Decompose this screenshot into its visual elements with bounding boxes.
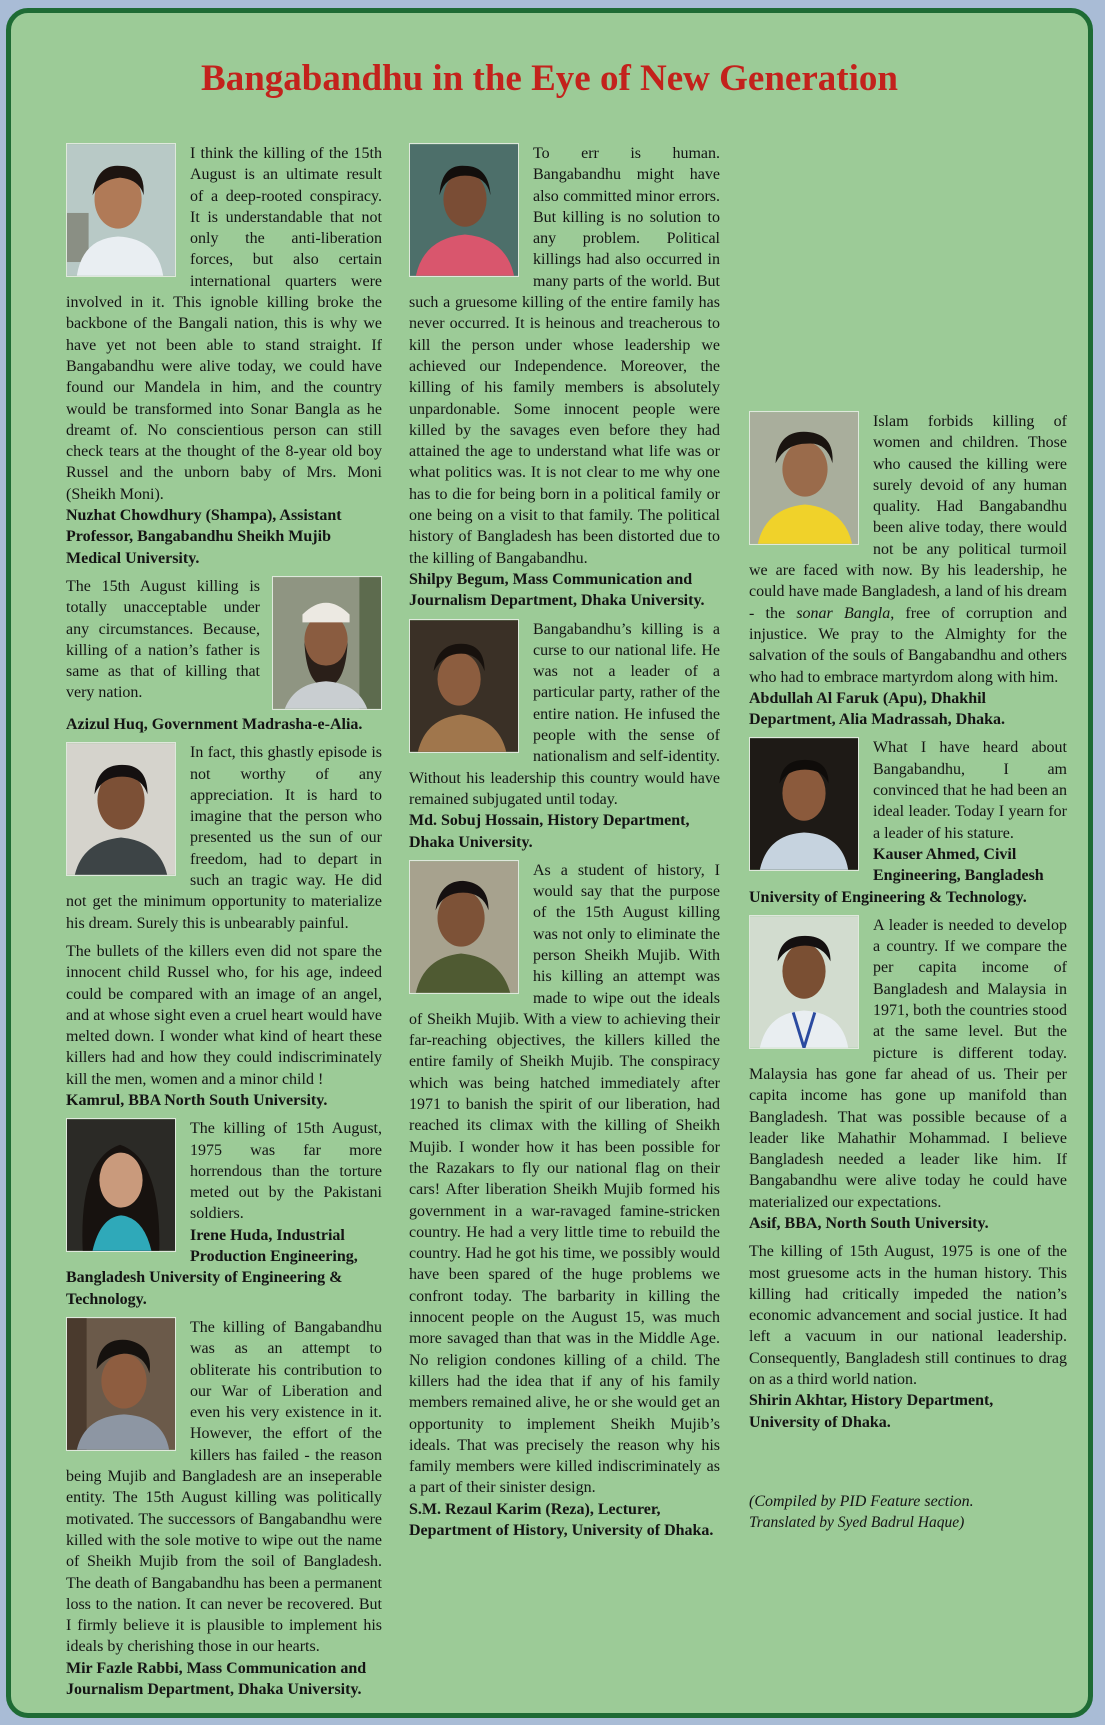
author-credit: Abdullah Al Faruk (Apu), Dhakhil Department, Alia Madrassah, Dhaka. (749, 689, 1006, 729)
author-credit: Md. Sobuj Hossain, History Department, Dhaka University. (409, 812, 690, 851)
quote-entry: A leader is needed to develop a country. If we compare the per capita income of Bangladesh and Malaysia in 1971, both the countries stood at the same level. But the picture is different today. Malaysia has gone far ahead of us. Their per capita income has gone up manifold than Bangladesh. That was possible because of a leader like Mahathir Mohammad. I believe Bangladesh needed a leader like him. If Bangabandhu were alive today he could have materialized our expectations. Asif, BBA, North South University. (749, 915, 1067, 1234)
author-credit: Shirin Akhtar, History Department, University of Dhaka. (749, 1392, 994, 1431)
portrait-photo (272, 576, 382, 710)
quote-entry: The bullets of the killers even did not spare the innocent child Russel who, for his age, indeed could be compared with an image of an angel, and at whose sight even a cruel heart would have melted down. I wonder what kind of heart these killers had and how they could indiscriminately kill the men, women and a minor child ! Kamrul, BBA North South University. (66, 941, 382, 1111)
quote-entry: The 15th August killing is totally unacceptable under any circumstances. Because, killing of a nation’s father is same as that of killing that very nation. Azizul Huq, Government Madrasha-e-Alia. (66, 576, 382, 735)
author-credit: Azizul Huq, Government Madrasha-e-Alia. (66, 715, 363, 733)
author-credit: Shilpy Begum, Mass Communication and Journalism Department, Dhaka University. (409, 570, 705, 610)
article-page (6, 8, 1093, 1718)
author-credit: Irene Huda, Industrial Production Engineering, Bangladesh University of Engineering & Technology. (66, 1226, 358, 1308)
quote-entry: In fact, this ghastly episode is not worthy of any appreciation. It is hard to imagine that the person who presented us the sun of our freedom, had to depart in such an tragic way. He did not get the minimum opportunity to materialize his dream. Surely this is unbearably painful. (66, 744, 382, 932)
portrait-photo (749, 737, 859, 871)
quote-entry: I think the killing of the 15th August is an ultimate result of a deep-rooted conspiracy. It is understandable that not only the anti-liberation forces, but also certain international quarters were involved in it. This ignoble killing broke the backbone of the Bangali nation, this is why we have yet not been able to stand straight. If Bangabandhu were alive today, we could have found our Mandela in him, and the country would be transformed into Sonar Bangla as he dreamt of. No conscientious person can still check tears at the thought of the 8-year old boy Russel and the unborn baby of Mrs. Moni (Sheikh Moni). Nuzhat Chowdhury (Shampa), Assistant Professor, Bangabandhu Sheikh Mujib Medical University. (66, 143, 382, 569)
portrait-photo (66, 742, 176, 876)
author-credit: Mir Fazle Rabbi, Mass Communication and Journalism Department, Dhaka University. (66, 1659, 367, 1698)
article-title: Bangabandhu in the Eye of New Generation (201, 58, 898, 99)
quote-entry: Bangabandhu’s killing is a curse to our national life. He was not a leader of a particular party, rather of the entire nation. He infused the people with the sense of nationalism and self-identity. Without his leadership this country would have remained subjugated until today. Md. Sobuj Hossain, History Department, Dhaka University. (409, 619, 720, 853)
quote-entry: The killing of 15th August, 1975 was far more horrendous than the torture meted out by the Pakistani soldiers. Irene Huda, Industrial Production Engineering, Bangladesh University of Engineering & Technology. (66, 1118, 382, 1310)
quote-entry: The killing of Bangabandhu was as an attempt to obliterate his contribution to our War of Liberation and even his very existence in it. However, the effort of the killers has failed - the reason being Mujib and Bangladesh are an inseperable entity. The 15th August killing was politically motivated. The successors of Bangabandhu were killed with the sole motive to wipe out the name of Sheikh Mujib from the soil of Bangladesh. The death of Bangabandhu has been a permanent loss to the nation. It can never be recovered. But I firmly believe it is plausible to implement his ideals by cherishing those in our hearts. Mir Fazle Rabbi, Mass Communication and Journalism Department, Dhaka University. (66, 1317, 382, 1700)
quote-entry: As a student of history, I would say that the purpose of the 15th August killing was not only to eliminate the person Sheikh Mujib. With his killing an attempt was made to wipe out the ideals of Sheikh Mujib. With a view to achieving their far-reaching objectives, the killers killed the entire family of Sheikh Mujib. The conspiracy which was being hatched immediately after 1971 to banish the spirit of our liberation, had reached its climax with the killing of Sheikh Mujib. I wonder how it has been possible for the Razakars to fly our national flag on their cars! After liberation Sheikh Mujib formed his government in a war-ravaged famine-stricken country. He had a very little time to rebuild the country. Had he got his time, we possibly would have been spared of the huge problems we confront today. The barbarity in killing the innocent people on the August 15, was much more savaged than that was in the Middle Age. No religion condones killing of a child. The killers had the idea that if any of his family members remained alive, he or she would get an opportunity to implement Sheikh Mujib’s ideals. That was precisely the reason why his family members were killed indiscriminately as a part of their sinister design. S.M. Rezaul Karim (Reza), Lecturer, Department of History, University of Dhaka. (409, 860, 720, 1542)
column-1 (66, 143, 382, 1707)
quote-entry: What I have heard about Bangabandhu, I am convinced that he had been an ideal leader. Today I yearn for a leader of his stature. Kauser Ahmed, Civil Engineering, Bangladesh University of Engineering & Technology. (749, 737, 1067, 907)
compiler-credit: (Compiled by PID Feature section. Translated by Syed Badrul Haque) (749, 1492, 974, 1532)
portrait-photo (409, 619, 519, 753)
author-credit: Kauser Ahmed, Civil Engineering, Bangladesh University of Engineering & Technology. (749, 845, 1044, 906)
column-2 (409, 143, 720, 1548)
author-credit: S.M. Rezaul Karim (Reza), Lecturer, Department of History, University of Dhaka. (409, 1500, 714, 1539)
portrait-photo (409, 860, 519, 994)
portrait-photo (409, 143, 519, 277)
author-credit: Nuzhat Chowdhury (Shampa), Assistant Professor, Bangabandhu Sheikh Mujib Medical University. (66, 507, 342, 567)
portrait-photo (66, 1118, 176, 1252)
portrait-photo (66, 143, 176, 277)
author-credit: Asif, BBA, North South University. (749, 1214, 989, 1232)
portrait-photo (66, 1317, 176, 1451)
quote-entry: To err is human. Bangabandhu might have also committed minor errors. But killing is no solution to any problem. Political killings had also occurred in many parts of the world. But such a gruesome killing of the entire family has never occurred. It is heinous and treacherous to kill the person under whose leadership we achieved our Independence. Moreover, the killing of his family members is absolutely unpardonable. Some innocent people were killed by the savages even before they had attained the age to understand what life was or what politics was. It is not clear to me why one has to die for being born in a political family or one being on a visit to that family. The political history of Bangladesh has been distorted due to the killing of Bangabandhu. Shilpy Begum, Mass Communication and Journalism Department, Dhaka University. (409, 143, 720, 612)
quote-entry: Islam forbids killing of women and children. Those who caused the killing were surely devoid of any human quality. Had Bangabandhu been alive today, there would not be any political turmoil we are faced with now. By his leadership, he could have made Bangladesh, a land of his dream - the sonar Bangla, free of corruption and injustice. We pray to the Almighty for the salvation of the souls of Bangabandhu and others who had to embrace martyrdom along with him. Abdullah Al Faruk (Apu), Dhakhil Department, Alia Madrassah, Dhaka. (749, 411, 1067, 730)
portrait-photo (749, 915, 859, 1049)
quote-entry: The killing of 15th August, 1975 is one of the most gruesome acts in the human history. This killing had critically impeded the nation’s economic advancement and social justice. It had left a vacuum in our national leadership. Consequently, Bangladesh still continues to drag on as a third world nation. Shirin Akhtar, History Department, University of Dhaka. (749, 1241, 1067, 1433)
column-3 (749, 411, 1067, 1534)
author-credit: Kamrul, BBA North South University. (66, 1091, 328, 1109)
portrait-photo (749, 411, 859, 545)
